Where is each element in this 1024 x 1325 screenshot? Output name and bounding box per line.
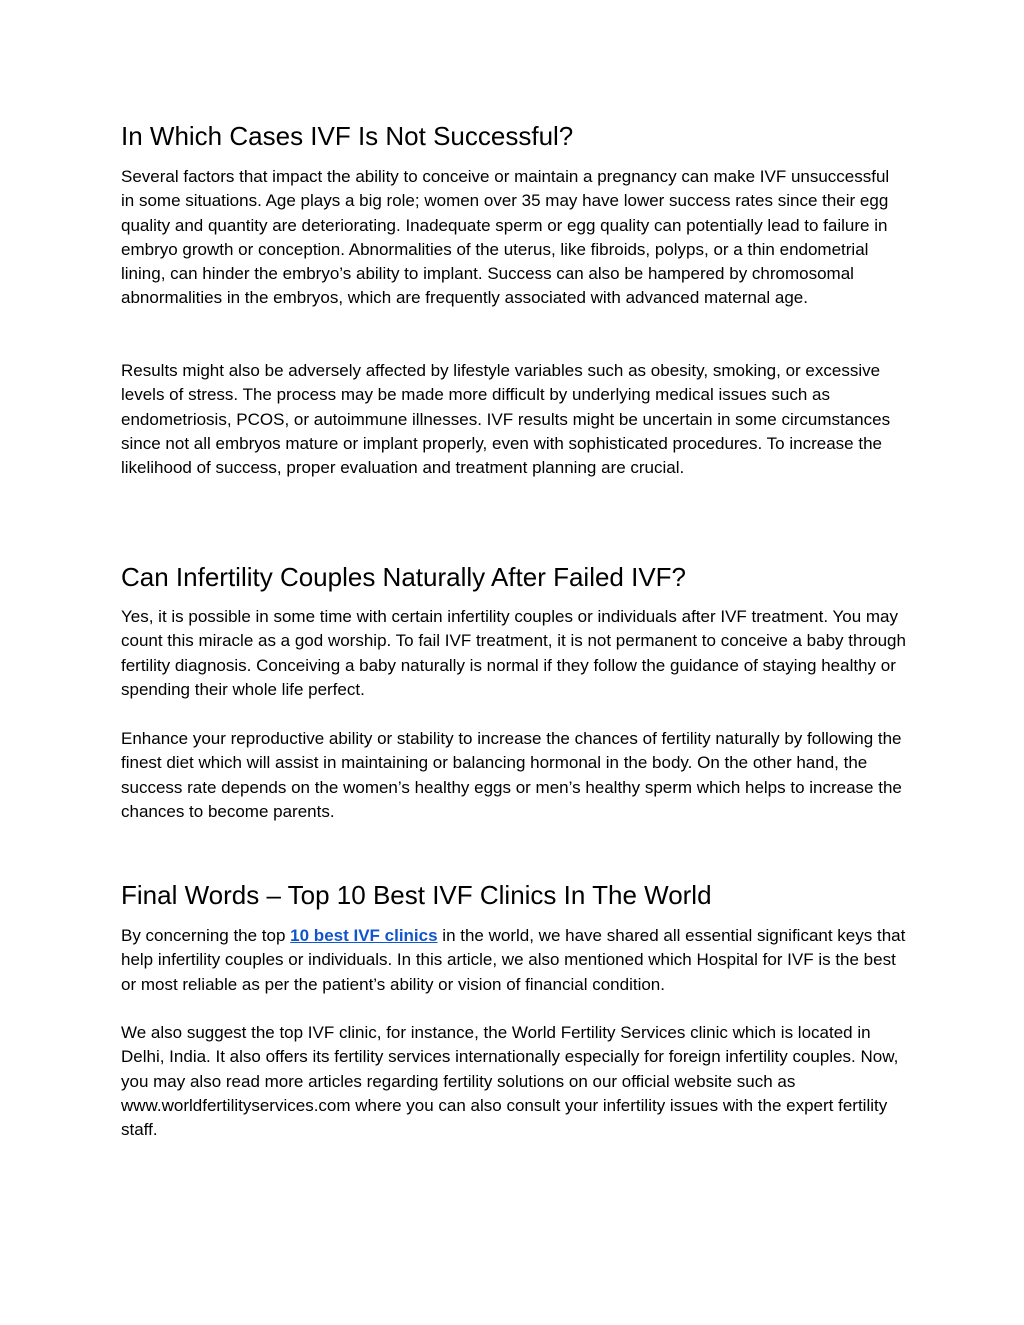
paragraph-ivf-factors: Several factors that impact the ability to conceive or maintain a pregnancy can make IVF unsuccessful in some situations. Age plays a big role; women over 35 may have lower success rates since their egg quality and quantity are deteriorating. Inadequate sperm or egg quality can potentially lead to failure in embryo growth or conception. Abnormalities of the uterus, like fibroids, polyps, or a thin endometrial lining, can hinder the embryo’s ability to implant. Success can also be hampered by chromosomal abnormalities in the embryos, which are frequently associated with advanced maternal age. (121, 167, 890, 308)
paragraph-top-clinics (121, 924, 906, 997)
paragraph-top-clinics-after: in the world, we have shared all essential significant keys that help infertility couples or individuals. In this article, we also mentioned which Hospital for IVF is the best or most reliable as per the patient’s ability or vision of financial condition. (121, 926, 906, 994)
paragraph-enhance-ability: Enhance your reproductive ability or stability to increase the chances of fertility naturally by following the finest diet which will assist in maintaining or balancing hormonal in the body. On the other hand, the success rate depends on the women’s healthy eggs or men’s healthy sperm which helps to increase the chances to become parents. (121, 729, 902, 821)
paragraph-lifestyle-variables: Results might also be adversely affected by lifestyle variables such as obesity, smoking, or excessive levels of stress. The process may be made more difficult by underlying medical issues such as endometriosis, PCOS, or autoimmune illnesses. IVF results might be uncertain in some circumstances since not all embryos mature or implant properly, even with sophisticated procedures. To increase the likelihood of success, proper evaluation and treatment planning are crucial. (121, 361, 891, 478)
paragraph-world-fertility-services: We also suggest the top IVF clinic, for instance, the World Fertility Services clinic which is located in Delhi, India. It also offers its fertility services internationally especially for foreign infertility couples. Now, you may also read more articles regarding fertility solutions on our official website such as www.worldfertilityservices.com where you can also consult your infertility issues with the expert fertility staff. (121, 1023, 899, 1140)
heading-final-words: Final Words – Top 10 Best IVF Clinics In The World (121, 880, 712, 910)
heading-conceive-naturally: Can Infertility Couples Naturally After Failed IVF? (121, 562, 687, 592)
paragraph-possible-naturally: Yes, it is possible in some time with certain infertility couples or individuals after IVF treatment. You may count this miracle as a god worship. To fail IVF treatment, it is not permanent to conceive a baby through fertility diagnosis. Conceiving a baby naturally is normal if they follow the guidance of staying healthy or spending their whole life perfect. (121, 607, 906, 699)
heading-ivf-not-successful: In Which Cases IVF Is Not Successful? (121, 121, 574, 151)
best-ivf-clinics-link[interactable]: 10 best IVF clinics (290, 926, 438, 945)
paragraph-top-clinics-before: By concerning the top (121, 926, 291, 945)
